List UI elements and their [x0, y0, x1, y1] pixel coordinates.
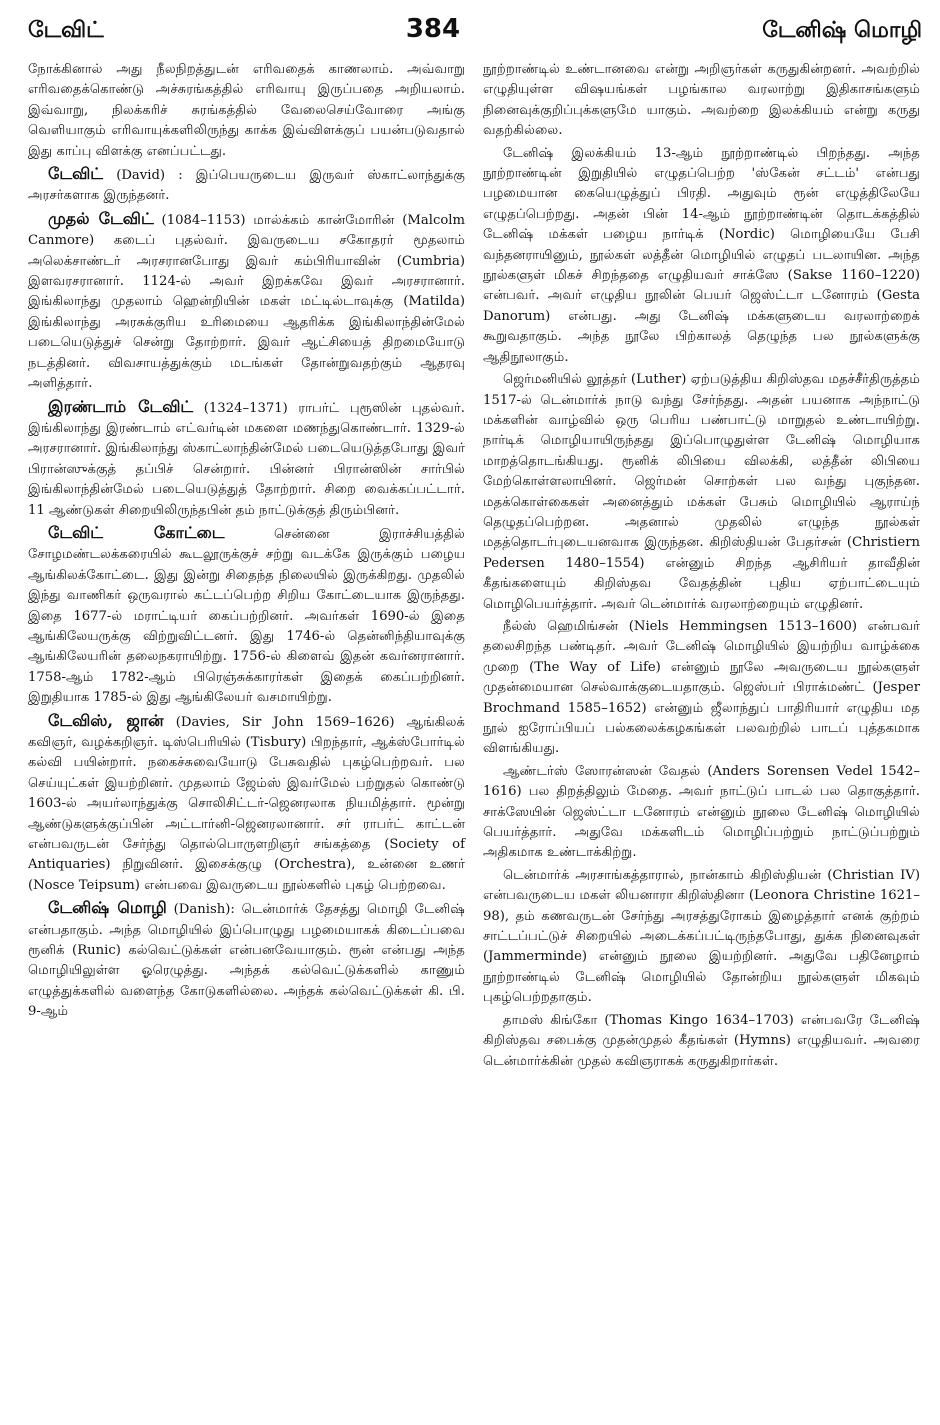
paragraph [483, 762, 920, 864]
header-left-title: டேவிட் [28, 17, 104, 43]
paragraph [483, 1011, 920, 1072]
entry-headword: டேனிஷ் மொழி [48, 898, 167, 918]
left-column [28, 60, 465, 1074]
paragraph-text: ஆண்டர்ஸ் ஸோரன்ஸன் வேதல் (Anders Sorensen Vedel 1542–1616) பல திறத்திலும் மேதை. அவர் நாட்டுப் பாடல் பல தொகுத்தார். சாக்ஸேயின் ஜெஸ்ட்டா டனோரம் என்னும் நூலை டேனிஷ் மொழியில் பெயர்த்தார். அதுவே மக்களிடம் மொழிப்பற்றும் நாட்டுப்பற்றும் அதிகமாக உண்டாக்கிற்று. [483, 763, 920, 861]
text-columns [28, 60, 922, 1074]
page-header [28, 0, 922, 60]
paragraph [28, 60, 465, 162]
paragraph [28, 209, 465, 395]
paragraph-text: டேனிஷ் இலக்கியம் 13-ஆம் நூற்றாண்டில் பிறந்தது. அந்த நூற்றாண்டின் இறுதியில் எழுதப்பெற்ற 'ஸ்கேன் சட்டம்' என்பது பழமையான கையெழுத்துப் பிரதி. அதுவும் ரூன் எழுத்திலேயே எழுதப்பெற்றது. அதன் பின் 14-ஆம் நூற்றாண்டின் தொடக்கத்தில் டேனிஷ் மக்கள் பழைய நார்டிக் (Nordic) மொழியையே பேசி வந்தனராயினும், நூல்கள் லத்தீன் மொழியில் எழுதப் படலாயின. அந்த நூல்களுள் மிகச் சிறந்ததை எழுதியவர் சாக்ஸே (Sakse 1160–1220) என்பவர். அவர் எழுதிய நூலின் பெயர் ஜெஸ்ட்டா டனோரம் (Gesta Danorum) என்பது. அது டேனிஷ் மக்களுடைய வரலாற்றைக் கூறுவதாகும். அந்த நூலே பிற்காலத் தெழுந்த பல நூல்களுக்கு ஆதிநூலாகும். [483, 145, 920, 365]
right-column [483, 60, 920, 1074]
paragraph-text: (1084–1153) மால்க்கம் கான்மோரின் (Malcolm Canmore) கடைப் புதல்வர். இவருடைய சகோதரர் மூதலாம் அலெக்சாண்டர் அரசரானபோது இவர் கம்பிரியாவின் (Cumbria) இளவரசரானார். 1124-ல் அவர் இறக்கவே இவர் அரசரானார். இங்கிலாந்து முதலாம் ஹென்றியின் மகள் மட்டில்டாவுக்கு (Matilda) இங்கிலாந்து அரசுக்குரிய உரிமையை ஆதரிக்க இங்கிலாந்தின்மேல் படையெடுத்துச் சென்று தோற்றார். இவர் ஆட்சியைத் திறமையோடு நடத்தினர். விவசாயத்துக்கும் மடங்கள் தோன்றுவதற்கும் ஆதரவு அளித்தார். [28, 212, 465, 392]
paragraph [483, 617, 920, 760]
paragraph-text: ஜெர்மனியில் லூத்தர் (Luther) ஏற்படுத்திய கிறிஸ்தவ மதச்சீர்திருத்தம் 1517-ல் டென்மார்க் நாடு வந்து சேர்ந்தது. அதன் பயனாக அந்நாட்டு மக்களின் வாழ்வில் ஒரு பெரிய பண்பாட்டு மாறுதல் உண்டாயிற்று. நார்டிக் மொழியாயிருந்தது இப்பொழுதுள்ள டேனிஷ் மொழியாக மாறத்தொடங்கியது. ரூனிக் லிபியை விலக்கி, லத்தீன் லிபியை மேற்கொள்ளலாயினர். ஜெர்மன் சொற்கள் பல வந்து புகுந்தன. மதக்கொள்கைகள் அனைத்தும் மக்கள் பேசும் மொழியில் ஆராய்ந் தெழுதப்பெற்றன. அதனால் முதலில் எழுந்த நூல்கள் மதத்தொடர்புடையனவாக இருந்தன. கிறிஸ்தியன் பேதர்சன் (Christiern Pedersen 1480–1554) என்னும் சிறந்த ஆசிரியர் தாவீதின் கீதங்களையும் கிறிஸ்தவ வேதத்தின் புதிய ஏற்பாட்டையும் மொழிபெயர்த்தார். அவர் டென்மார்க் வரலாற்றையும் எழுதினர். [483, 372, 920, 612]
paragraph [28, 164, 465, 207]
paragraph-text: (Davies, Sir John 1569–1626) ஆங்கிலக் கவிஞர், வழக்கறிஞர். டிஸ்பெரியில் (Tisbury) பிறந்தார், ஆக்ஸ்போர்டில் கல்வி பயின்றார். நகைச்சுவையோடு பேசுவதில் புகழ்பெற்றவர். பல செய்யுட்கள் இயற்றினர். முதலாம் ஜேம்ஸ் இவர்மேல் பற்றுதல் கொண்டு 1603-ல் அயர்லாந்துக்கு சொலிசிட்டர்-ஜெனரலாக நியமித்தார். மூன்று ஆண்டுகளுக்குப்பின் அட்டார்னி-ஜெனரலானார். சர் ராபர்ட் காட்டன் என்பவருடன் சேர்ந்து தொல்பொருளறிஞர் சங்கத்தை (Society of Antiquaries) நிறுவினர். இசைக்குழு (Orchestra), உன்னை உணர் (Nosce Teipsum) என்பவை இவருடைய நூல்களில் புகழ் பெற்றவை. [28, 714, 465, 893]
paragraph-text: (Danish): டென்மார்க் தேசத்து மொழி டேனிஷ் என்பதாகும். அந்த மொழியில் இப்பொழுது பழமையாகக் கிடைப்பவை ரூனிக் (Runic) கல்வெட்டுக்கள் என்பனவேயாகும். ரூன் என்பது அந்த மொழியிலுள்ள ஓரெழுத்து. அந்தக் கல்வெட்டுக்களில் காணும் எழுத்துக்களில் வளைந்த கோடுகளில்லை. அந்தக் கல்வெட்டுக்கள் கி. பி. 9-ஆம் [28, 902, 465, 1020]
paragraph [28, 523, 465, 709]
paragraph [28, 711, 465, 897]
page-number: 384 [405, 14, 461, 44]
paragraph-text: (1324–1371) ராபர்ட் புரூஸின் புதல்வர். இங்கிலாந்து இரண்டாம் எட்வர்டின் மகளை மணந்துகொண்டார். 1329-ல் அரசரானார். இங்கிலாந்து ஸ்காட்லாந்தின்மேல் படையெடுத்தபோது இவர் பிரான்ஸுக்குத் தப்பிச் சென்றார். பின்னர் பிரான்ஸின் சார்பில் இங்கிலாந்தின்மேல் படையெடுத்துத் தோற்றார். சிறை வைக்கப்பட்டார். 11 ஆண்டுகள் சிறையிலிருந்தபின் தம் நாட்டுக்குத் திரும்பினர். [28, 400, 466, 518]
paragraph-text: சென்னை இராச்சியத்தில் சோழமண்டலக்கரையில் கூடலூருக்குச் சற்று வடக்கே இருக்கும் பழைய ஆங்கிலக்கோட்டை. இது இன்று சிதைந்த நிலையில் இருக்கிறது. முதலில் இந்து வாணிகர் ஒருவரால் கட்டப்பெற்ற சிறிய கோட்டையாக இருந்தது. இதை 1677-ல் மராட்டியர் கைப்பற்றினர். அவர்கள் 1690-ல் இதை ஆங்கிலேயருக்கு விற்றுவிட்டனர். இது 1746-ல் தென்னிந்தியாவுக்கு ஆங்கிலேயரின் தலைநகராயிற்று. 1756-ல் கிளைவ் இதன் கவர்னரானார். 1758-ஆம் 1782-ஆம் பிரெஞ்சுக்காரர்கள் இதைக் கைப்பற்றினர். இறுதியாக 1785-ல் இது ஆங்கிலேயர் வசமாயிற்று. [28, 526, 465, 706]
entry-headword: இரண்டாம் டேவிட் [48, 396, 194, 416]
header-right-title: டேனிஷ் மொழி [762, 17, 922, 43]
paragraph-text: டென்மார்க் அரசாங்கத்தாரால், நான்காம் கிறிஸ்தியன் (Christian IV) என்பவருடைய மகள் லியனாரா கிறிஸ்தினா (Leonora Christine 1621–98), தம் கணவருடன் சேர்ந்து அரசத்துரோகம் இழைத்தார் எனக் குற்றம் சாட்டப்பட்டுச் சிறையில் அடைக்கப்பட்டிருந்தபோது, துக்க நினைவுகள் (Jammerminde) என்னும் நூலை இயற்றினர். அதுவே பதினேழாம் நூற்றாண்டில் டேனிஷ் மொழியில் தோன்றிய நூல்களுள் மிகவும் புகழ்பெற்றதாகும். [483, 867, 920, 1006]
paragraph-text: (David) : இப்பெயருடைய இருவர் ஸ்காட்லாந்துக்கு அரசர்களாக இருந்தனர். [28, 168, 465, 204]
paragraph-text: நோக்கினால் அது நீலநிறத்துடன் எரிவதைக் காணலாம். அவ்வாறு எரிவதைக்கொண்டு அச்சுரங்கத்தில் எரிவாயு இருப்பதை அறியலாம். இவ்வாறு, நிலக்கரிச் சுரங்கத்தில் வேலைசெய்வோரை அங்கு வெளியாகும் எரிவாயுக்களிலிருந்து காக்க இவ்விளக்குப் பயன்படுவதால் இது காப்பு விளக்கு எனப்பட்டது. [28, 62, 465, 159]
entry-headword: டேவிஸ், ஜான் [48, 710, 164, 730]
paragraph-text: நூற்றாண்டில் உண்டானவை என்று அறிஞர்கள் கருதுகின்றனர். அவற்றில் எழுதியுள்ள விஷயங்கள் பழங்கால வரலாற்று இதிகாசங்களும் நினைவுக்குறிப்புக்களுமே யாகும். அவற்றை இலக்கியம் என்று கருது வதற்கில்லை. [483, 62, 920, 139]
paragraph-text: தாமஸ் கிங்கோ (Thomas Kingo 1634–1703) என்பவரே டேனிஷ் கிறிஸ்தவ சபைக்கு முதன்முதல் கீதங்கள் (Hymns) எழுதியவர். அவரை டென்மார்க்கின் முதல் கவிஞராகக் கருதுகிறார்கள். [483, 1012, 920, 1069]
entry-headword: முதல் டேவிட் [48, 208, 154, 228]
paragraph [483, 370, 920, 615]
paragraph [483, 144, 920, 368]
paragraph [28, 397, 465, 521]
paragraph [28, 898, 465, 1022]
entry-headword: டேவிட் [48, 164, 104, 184]
entry-headword: டேவிட் கோட்டை [48, 522, 225, 542]
paragraph-text: நீல்ஸ் ஹெமிங்சன் (Niels Hemmingsen 1513–1600) என்பவர் தலைசிறந்த பண்டிதர். அவர் டேனிஷ் மொழியில் இயற்றிய வாழ்க்கை முறை (The Way of Life) என்னும் நூலே அவருடைய நூல்களுள் முதன்மையான செல்வாக்குடையதாகும். ஜெஸ்பர் பிராக்மண்ட் (Jesper Brochmand 1585–1652) என்னும் ஜீலாந்துப் பாதிரியார் எழுதிய மத நூல் ஐரோப்பியப் பல்கலைக்கழகங்கள் பலவற்றில் பாடப் புத்தகமாக விளங்கியது. [483, 618, 920, 757]
paragraph [483, 866, 920, 1009]
paragraph [483, 60, 920, 142]
